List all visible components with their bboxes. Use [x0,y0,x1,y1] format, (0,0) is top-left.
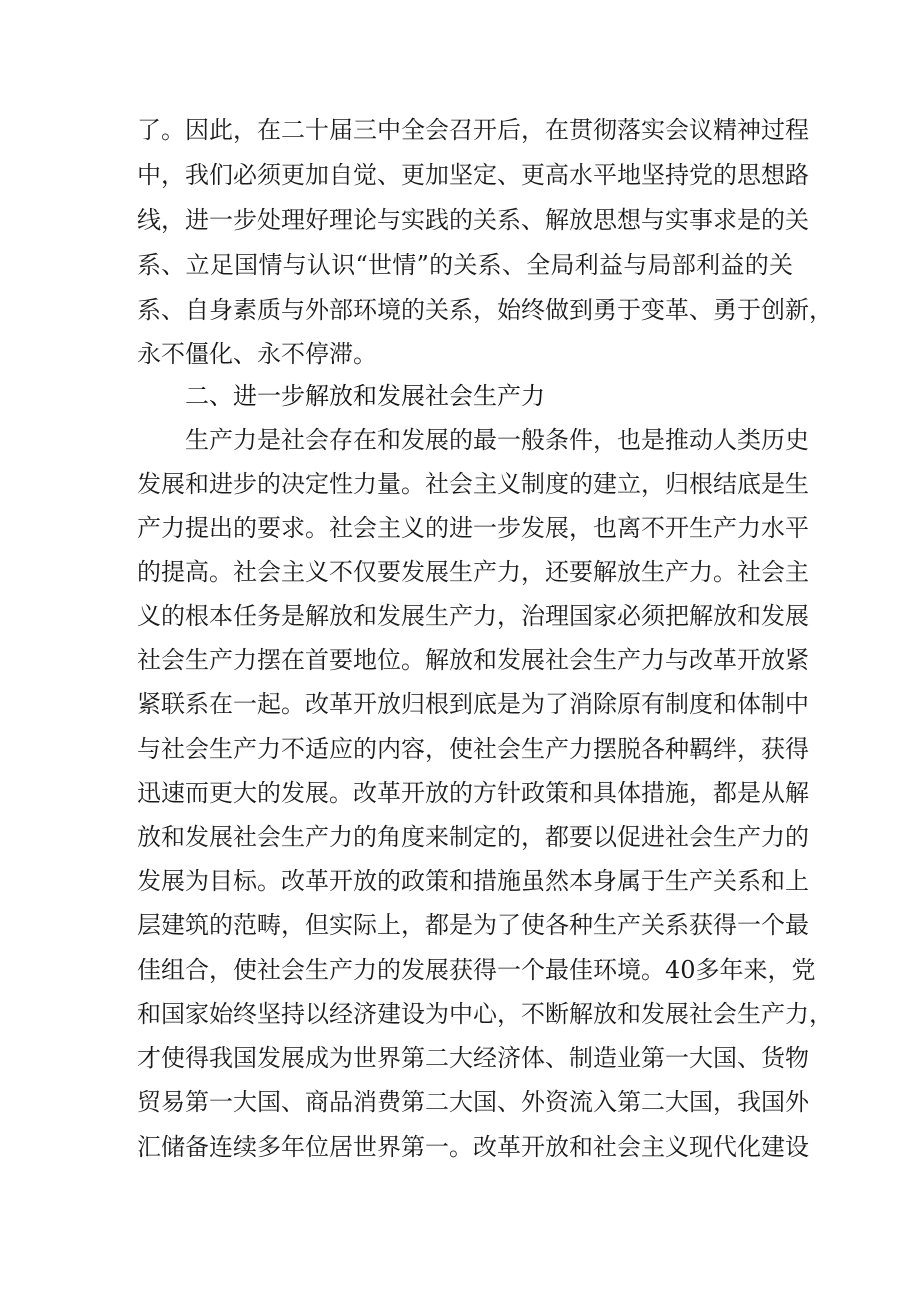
paragraph-line: 系、自身素质与外部环境的关系，始终做到勇于变革、勇于创新， [137,296,833,324]
paragraph-line: 紧联系在一起。改革开放归根到底是为了消除原有制度和体制中 [137,690,809,718]
paragraph-line: 义的根本任务是解放和发展生产力，治理国家必须把解放和发展 [137,602,809,630]
paragraph-line: 贸易第一大国、商品消费第二大国、外资流入第二大国，我国外 [137,1088,809,1116]
paragraph-line: 和国家始终坚持以经济建设为中心，不断解放和发展社会生产力， [137,1000,833,1028]
paragraph-line: 中，我们必须更加自觉、更加坚定、更高水平地坚持党的思想路 [137,161,809,189]
paragraph-line: 发展和进步的决定性力量。社会主义制度的建立，归根结底是生 [137,470,809,498]
paragraph-line: 汇储备连续多年位居世界第一。改革开放和社会主义现代化建设 [137,1133,809,1161]
paragraph-line: 与社会生产力不适应的内容，使社会生产力摆脱各种羁绊，获得 [137,735,809,763]
paragraph-line: 发展为目标。改革开放的政策和措施虽然本身属于生产关系和上 [137,867,809,895]
paragraph-line: 层建筑的范畴，但实际上，都是为了使各种生产关系获得一个最 [137,911,809,939]
paragraph-line: 才使得我国发展成为世界第二大经济体、制造业第一大国、货物 [137,1044,809,1072]
paragraph-line: 的提高。社会主义不仅要发展生产力，还要解放生产力。社会主 [137,558,809,586]
paragraph-line: 了。因此，在二十届三中全会召开后，在贯彻落实会议精神过程 [137,116,809,144]
section-heading: 二、进一步解放和发展社会生产力 [185,382,545,410]
paragraph-line: 生产力是社会存在和发展的最一般条件，也是推动人类历史 [185,426,809,454]
paragraph-line: 系、立足国情与认识“世情”的关系、全局利益与局部利益的关 [137,251,793,279]
paragraph-line: 迅速而更大的发展。改革开放的方针政策和具体措施，都是从解 [137,779,809,807]
paragraph-line: 放和发展社会生产力的角度来制定的，都要以促进社会生产力的 [137,823,809,851]
paragraph-line: 社会生产力摆在首要地位。解放和发展社会生产力与改革开放紧 [137,646,809,674]
paragraph-line: 佳组合，使社会生产力的发展获得一个最佳环境。40多年来，党 [137,956,816,984]
paragraph-line: 产力提出的要求。社会主义的进一步发展，也离不开生产力水平 [137,514,809,542]
paragraph-line: 线，进一步处理好理论与实践的关系、解放思想与实事求是的关 [137,206,809,234]
paragraph-line: 永不僵化、永不停滞。 [137,340,377,368]
